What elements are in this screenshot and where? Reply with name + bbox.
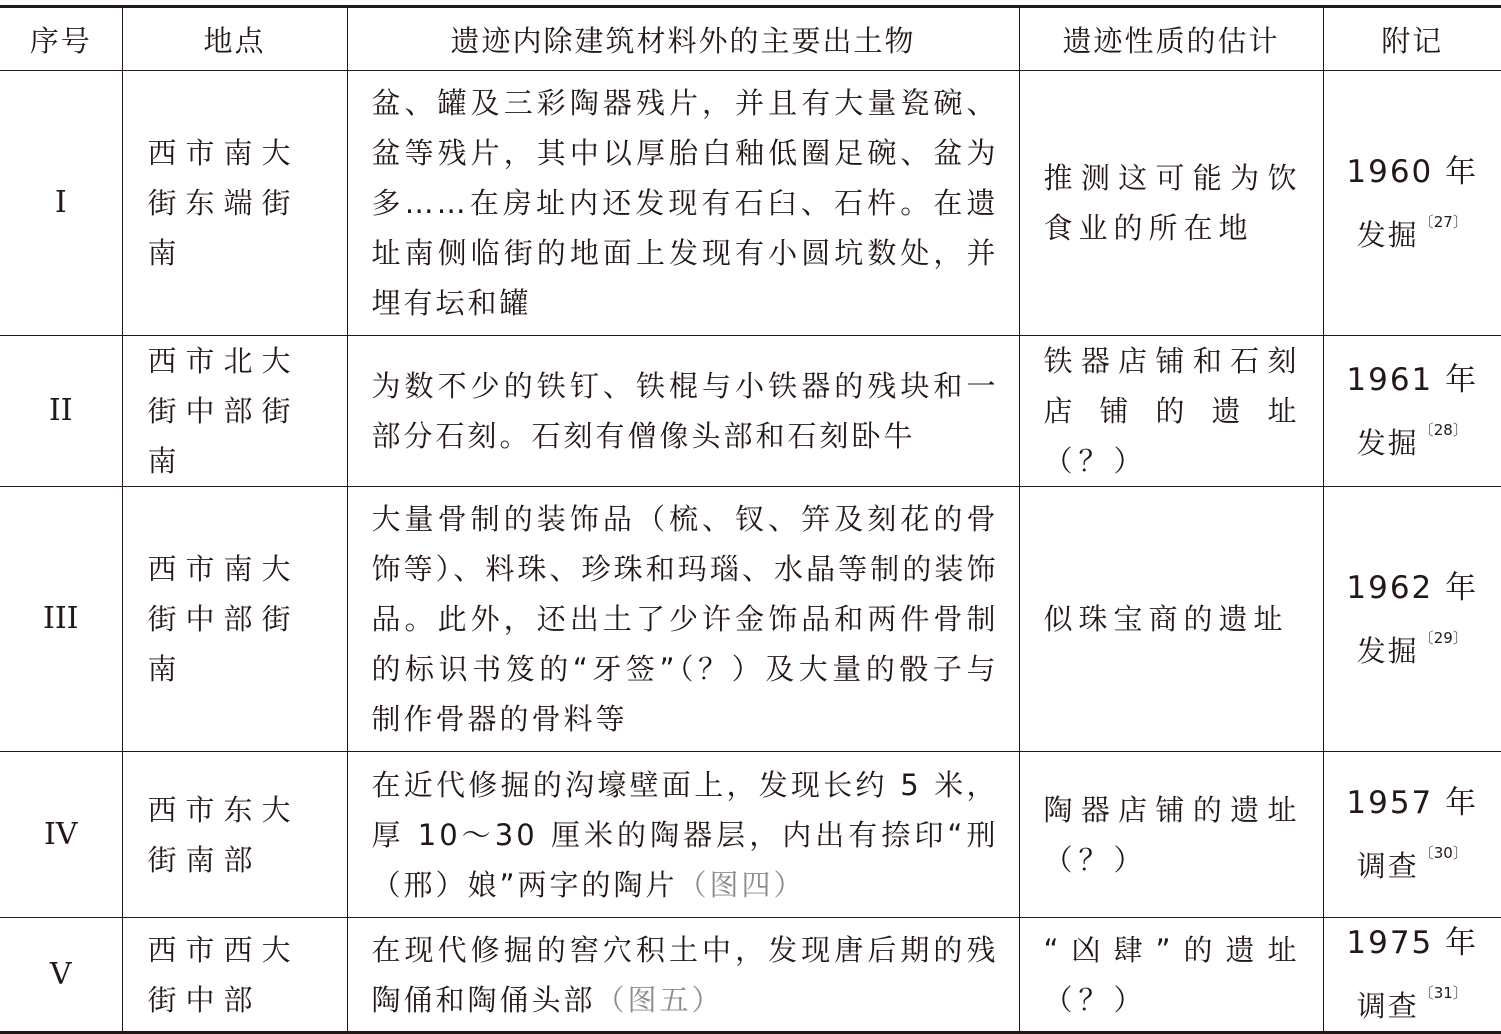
citation-ref: 〔27〕: [1418, 212, 1468, 231]
row-finds: [347, 487, 1019, 752]
figure-reference: （图四）: [677, 867, 806, 902]
row-nature: 似珠宝商的遗址: [1019, 487, 1323, 752]
row-location: 西市北大街中部街南: [122, 336, 347, 487]
row-finds-text: 盆、罐及三彩陶器残片，并且有大量瓷碗、盆等残片，其中以厚胎白釉低圈足碗、盆为多……在房址内还发现有石臼、石杵。在遗址南侧临街的地面上发现有小圆坑数处，并埋有坛和罐: [371, 86, 999, 320]
row-nature: 铁器店铺和石刻店铺的遗址（？）: [1019, 336, 1323, 487]
citation-ref: 〔30〕: [1418, 844, 1468, 862]
row-method: 发掘: [1356, 633, 1419, 668]
row-finds: [347, 71, 1019, 336]
row-year: 1962 年: [1346, 569, 1479, 606]
header-nature: 遗迹性质的估计: [1019, 7, 1323, 71]
citation-ref: 〔31〕: [1418, 984, 1468, 1002]
row-method: 发掘: [1356, 217, 1419, 252]
row-location: 西市东大街南部: [122, 752, 347, 918]
row-year: 1975 年: [1346, 925, 1479, 961]
row-serial: V: [0, 918, 122, 1033]
row-nature: “凶肆”的遗址（？）: [1019, 918, 1323, 1033]
row-location: 西市南大街中部街南: [122, 487, 347, 752]
table-row: [0, 918, 1501, 1033]
row-nature: 推测这可能为饮食业的所在地: [1019, 71, 1323, 336]
row-year: 1961 年: [1346, 361, 1479, 398]
row-finds: [347, 336, 1019, 487]
table-row: [0, 752, 1501, 918]
table-row: [0, 487, 1501, 752]
row-finds-text: 在现代修掘的窖穴积土中，发现唐后期的残陶俑和陶俑头部: [371, 932, 999, 1017]
figure-reference: （图五）: [595, 982, 724, 1017]
row-finds: [347, 752, 1019, 918]
row-note: [1323, 487, 1501, 752]
row-method: 调查: [1356, 989, 1419, 1023]
excavation-table: [0, 5, 1501, 1034]
row-note: [1323, 71, 1501, 336]
row-year: 1960 年: [1346, 153, 1479, 190]
row-location: 西市西大街中部: [122, 918, 347, 1033]
row-serial: II: [0, 336, 122, 487]
row-nature: 陶器店铺的遗址（？）: [1019, 752, 1323, 918]
row-method: 调查: [1356, 849, 1419, 883]
row-serial: III: [0, 487, 122, 752]
row-finds: [347, 918, 1019, 1033]
citation-ref: 〔28〕: [1418, 420, 1468, 439]
header-serial: 序号: [0, 7, 122, 71]
table-row: [0, 336, 1501, 487]
citation-ref: 〔29〕: [1418, 628, 1468, 647]
row-finds-text: 在近代修掘的沟壕壁面上，发现长约 5 米，厚 10～30 厘米的陶器层，内出有捺印“刑（邢）娘”两字的陶片: [371, 767, 999, 902]
row-year: 1957 年: [1346, 785, 1479, 821]
row-method: 发掘: [1356, 425, 1419, 460]
header-finds: 遗迹内除建筑材料外的主要出土物: [347, 7, 1019, 71]
row-location: 西市南大街东端街南: [122, 71, 347, 336]
row-serial: IV: [0, 752, 122, 918]
header-note: 附记: [1323, 7, 1501, 71]
row-note: [1323, 336, 1501, 487]
row-serial: I: [0, 71, 122, 336]
row-note: [1323, 752, 1501, 918]
header-row: [0, 7, 1501, 71]
header-location: 地点: [122, 7, 347, 71]
row-finds-text: 大量骨制的装饰品（梳、钗、笄及刻花的骨饰等）、料珠、珍珠和玛瑙、水晶等制的装饰品。此外，还出土了少许金饰品和两件骨制的标识书笈的“牙签”（？）及大量的骰子与制作骨器的骨料等: [371, 502, 999, 736]
table-row: [0, 71, 1501, 336]
row-note: [1323, 918, 1501, 1033]
row-finds-text: 为数不少的铁钉、铁棍与小铁器的残块和一部分石刻。石刻有僧像头部和石刻卧牛: [371, 369, 999, 453]
